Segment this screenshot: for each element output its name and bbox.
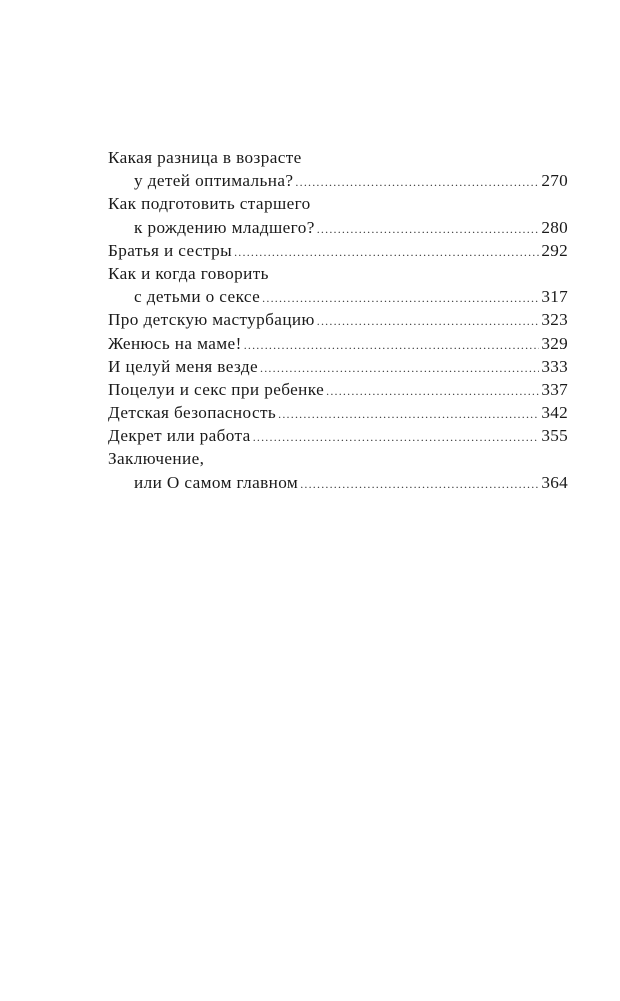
toc-entry-title: Про детскую мастурбацию [108,310,315,330]
toc-page-number: 364 [541,472,568,492]
toc-page-number: 329 [541,333,568,353]
toc-entry-title: Как подготовить старшего [108,194,311,214]
toc-entry-title-continued: с детьми о сексе [134,287,261,307]
toc-entry-line [108,471,568,494]
toc-entry-line [108,169,568,192]
toc-entry-title: Поцелуи и секс при ребенке [108,379,325,399]
toc-entry-line [108,378,568,401]
dot-leader [244,334,540,357]
dot-leader [278,403,539,426]
toc-page-number: 280 [541,217,568,237]
toc-entry-title: Детская безопасность [108,403,277,423]
toc-entry-line [108,239,568,262]
toc-entry-line [108,308,568,331]
dot-leader [300,473,539,496]
toc-entry-line [108,146,568,169]
toc-page-number: 333 [541,356,568,376]
dot-leader [317,310,540,333]
toc-page-number: 323 [541,310,568,330]
dot-leader [326,380,539,403]
toc-entry [108,401,568,424]
toc-entry-title: Декрет или работа [108,426,251,446]
toc-entry [108,192,568,238]
toc-entry [108,378,568,401]
toc-entry-title: Как и когда говорить [108,263,269,283]
toc-entry-line [108,401,568,424]
toc-entry-title-continued: у детей оптимальна? [134,171,294,191]
dot-leader [253,426,540,449]
toc-page-number: 337 [541,379,568,399]
toc-entry-line [108,447,568,470]
toc-page-number: 317 [541,287,568,307]
toc-entry [108,447,568,493]
toc-entry [108,146,568,192]
toc-entry-line [108,216,568,239]
toc-entry [108,355,568,378]
toc-entry [108,424,568,447]
dot-leader [262,287,539,310]
toc-entry-title-continued: или О самом главном [134,472,299,492]
toc-entry-line [108,192,568,215]
toc-entry-line [108,355,568,378]
dot-leader [260,357,539,380]
toc-page-number: 342 [541,403,568,423]
toc-page-number: 292 [541,240,568,260]
toc-entry-title: И целуй меня везде [108,356,259,376]
toc-entry [108,308,568,331]
dot-leader [317,218,540,241]
toc-entry [108,332,568,355]
toc-entry-line [108,332,568,355]
dot-leader [234,241,539,264]
toc-entry-title-continued: к рождению младшего? [134,217,315,237]
toc-entry-title: Заключение, [108,449,205,469]
toc-page-number: 270 [541,171,568,191]
toc-page-number: 355 [541,426,568,446]
toc-entry [108,262,568,308]
toc-entry-line [108,285,568,308]
dot-leader [295,171,539,194]
toc-entry-title: Какая разница в возрасте [108,148,302,167]
toc-entry [108,239,568,262]
toc-entry-title: Женюсь на маме! [108,333,242,353]
table-of-contents [108,146,568,494]
toc-entry-title: Братья и сестры [108,240,233,260]
toc-entry-line [108,262,568,285]
toc-entry-line [108,424,568,447]
